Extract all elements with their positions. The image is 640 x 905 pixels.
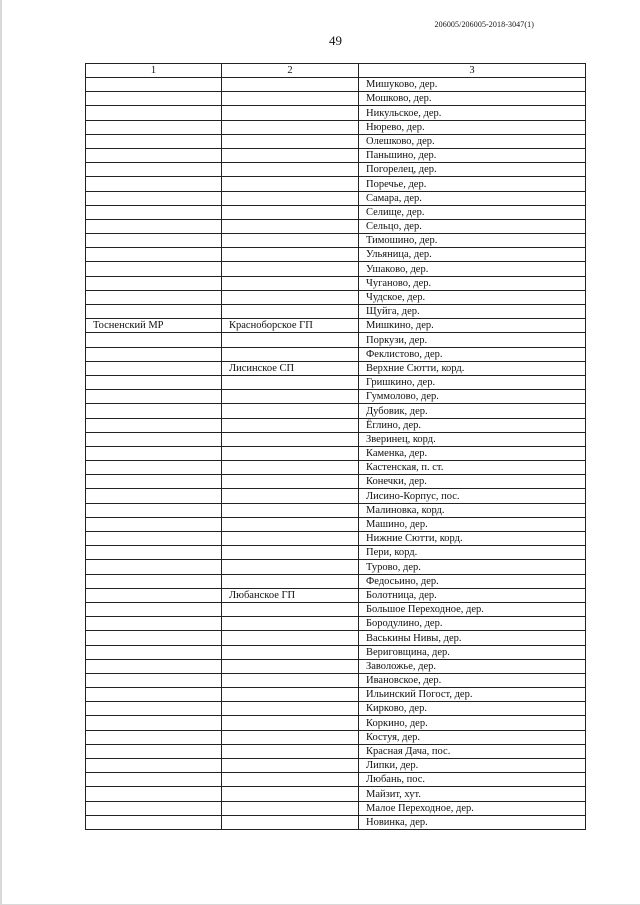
district-cell xyxy=(86,645,222,659)
locality-cell: Вериговщина, дер. xyxy=(359,645,586,659)
table-row xyxy=(86,148,586,162)
settlement-cell xyxy=(222,163,359,177)
table-body xyxy=(86,78,586,830)
table-row xyxy=(86,248,586,262)
settlement-cell xyxy=(222,801,359,815)
district-cell xyxy=(86,759,222,773)
locality-cell: Дубовик, дер. xyxy=(359,404,586,418)
locality-cell: Костуя, дер. xyxy=(359,730,586,744)
settlement-cell xyxy=(222,461,359,475)
table-row xyxy=(86,404,586,418)
locality-cell: Большое Переходное, дер. xyxy=(359,602,586,616)
settlement-cell xyxy=(222,92,359,106)
district-cell xyxy=(86,461,222,475)
locality-cell: Васькины Нивы, дер. xyxy=(359,631,586,645)
settlement-cell xyxy=(222,106,359,120)
table-row xyxy=(86,361,586,375)
settlements-table xyxy=(85,63,586,830)
table-row xyxy=(86,702,586,716)
district-cell xyxy=(86,390,222,404)
settlement-cell xyxy=(222,418,359,432)
settlement-cell: Лисинское СП xyxy=(222,361,359,375)
table-row xyxy=(86,319,586,333)
table-row xyxy=(86,546,586,560)
district-cell xyxy=(86,432,222,446)
locality-cell: Турово, дер. xyxy=(359,560,586,574)
settlement-cell xyxy=(222,517,359,531)
table-row xyxy=(86,92,586,106)
district-cell xyxy=(86,801,222,815)
settlement-cell xyxy=(222,262,359,276)
district-cell xyxy=(86,546,222,560)
table-row xyxy=(86,276,586,290)
locality-cell: Мошково, дер. xyxy=(359,92,586,106)
district-cell xyxy=(86,617,222,631)
district-cell xyxy=(86,375,222,389)
locality-cell: Лисино-Корпус, пос. xyxy=(359,489,586,503)
table-row xyxy=(86,106,586,120)
settlement-cell xyxy=(222,688,359,702)
locality-cell: Самара, дер. xyxy=(359,191,586,205)
table-row xyxy=(86,333,586,347)
settlement-cell: Красноборское ГП xyxy=(222,319,359,333)
settlement-cell xyxy=(222,234,359,248)
locality-cell: Майзит, хут. xyxy=(359,787,586,801)
settlement-cell xyxy=(222,602,359,616)
settlement-cell xyxy=(222,730,359,744)
district-cell xyxy=(86,815,222,829)
district-cell xyxy=(86,475,222,489)
locality-cell: Коркино, дер. xyxy=(359,716,586,730)
table-row xyxy=(86,815,586,829)
locality-cell: Щуйга, дер. xyxy=(359,305,586,319)
table-row xyxy=(86,375,586,389)
district-cell xyxy=(86,446,222,460)
locality-cell: Поречье, дер. xyxy=(359,177,586,191)
district-cell xyxy=(86,730,222,744)
locality-cell: Гуммолово, дер. xyxy=(359,390,586,404)
locality-cell: Красная Дача, пос. xyxy=(359,744,586,758)
settlement-cell xyxy=(222,205,359,219)
locality-cell: Мишуково, дер. xyxy=(359,78,586,92)
locality-cell: Никульское, дер. xyxy=(359,106,586,120)
column-header-1: 1 xyxy=(86,64,222,78)
settlement-cell xyxy=(222,503,359,517)
locality-cell: Бородулино, дер. xyxy=(359,617,586,631)
district-cell xyxy=(86,574,222,588)
settlement-cell xyxy=(222,546,359,560)
settlement-cell xyxy=(222,560,359,574)
district-cell xyxy=(86,560,222,574)
table-row xyxy=(86,461,586,475)
settlement-cell xyxy=(222,532,359,546)
table-row xyxy=(86,475,586,489)
district-cell xyxy=(86,503,222,517)
settlement-cell xyxy=(222,347,359,361)
district-cell xyxy=(86,744,222,758)
table-row xyxy=(86,177,586,191)
settlement-cell xyxy=(222,645,359,659)
table-row xyxy=(86,134,586,148)
column-header-3: 3 xyxy=(359,64,586,78)
district-cell xyxy=(86,602,222,616)
district-cell xyxy=(86,276,222,290)
district-cell xyxy=(86,361,222,375)
table-row xyxy=(86,787,586,801)
locality-cell: Поркузи, дер. xyxy=(359,333,586,347)
table-row xyxy=(86,801,586,815)
table-row xyxy=(86,744,586,758)
district-cell xyxy=(86,418,222,432)
locality-cell: Гришкино, дер. xyxy=(359,375,586,389)
district-cell xyxy=(86,702,222,716)
locality-cell: Новинка, дер. xyxy=(359,815,586,829)
table-row xyxy=(86,631,586,645)
district-cell xyxy=(86,234,222,248)
table-row xyxy=(86,659,586,673)
settlement-cell xyxy=(222,673,359,687)
table-header-row xyxy=(86,64,586,78)
district-cell xyxy=(86,262,222,276)
table-row xyxy=(86,390,586,404)
district-cell xyxy=(86,631,222,645)
locality-cell: Малиновка, корд. xyxy=(359,503,586,517)
settlement-cell xyxy=(222,702,359,716)
locality-cell: Нюрево, дер. xyxy=(359,120,586,134)
district-cell xyxy=(86,92,222,106)
settlement-cell xyxy=(222,489,359,503)
table-row xyxy=(86,305,586,319)
district-cell xyxy=(86,120,222,134)
settlement-cell xyxy=(222,177,359,191)
district-cell xyxy=(86,489,222,503)
settlement-cell xyxy=(222,787,359,801)
locality-cell: Чудское, дер. xyxy=(359,290,586,304)
table-row xyxy=(86,688,586,702)
locality-cell: Машино, дер. xyxy=(359,517,586,531)
locality-cell: Кастенская, п. ст. xyxy=(359,461,586,475)
locality-cell: Селище, дер. xyxy=(359,205,586,219)
district-cell xyxy=(86,673,222,687)
column-header-2: 2 xyxy=(222,64,359,78)
district-cell: Тосненский МР xyxy=(86,319,222,333)
settlement-cell xyxy=(222,219,359,233)
district-cell xyxy=(86,517,222,531)
district-cell xyxy=(86,205,222,219)
settlement-cell xyxy=(222,659,359,673)
locality-cell: Федосьино, дер. xyxy=(359,574,586,588)
document-id: 206005/206005-2018-3047(1) xyxy=(434,20,534,29)
locality-cell: Каменка, дер. xyxy=(359,446,586,460)
locality-cell: Тимошино, дер. xyxy=(359,234,586,248)
locality-cell: Верхние Сютти, корд. xyxy=(359,361,586,375)
locality-cell: Погорелец, дер. xyxy=(359,163,586,177)
locality-cell: Липки, дер. xyxy=(359,759,586,773)
locality-cell: Чуганово, дер. xyxy=(359,276,586,290)
locality-cell: Зверинец, корд. xyxy=(359,432,586,446)
locality-cell: Конечки, дер. xyxy=(359,475,586,489)
locality-cell: Ульяница, дер. xyxy=(359,248,586,262)
page-number: 49 xyxy=(329,33,342,48)
settlement-cell xyxy=(222,404,359,418)
settlement-cell xyxy=(222,475,359,489)
district-cell xyxy=(86,134,222,148)
table-row xyxy=(86,205,586,219)
table-row xyxy=(86,219,586,233)
district-cell xyxy=(86,78,222,92)
settlement-cell: Любанское ГП xyxy=(222,588,359,602)
locality-cell: Мишкино, дер. xyxy=(359,319,586,333)
settlement-cell xyxy=(222,333,359,347)
settlement-cell xyxy=(222,617,359,631)
settlement-cell xyxy=(222,574,359,588)
table-row xyxy=(86,574,586,588)
table-row xyxy=(86,532,586,546)
table-row xyxy=(86,290,586,304)
table-row xyxy=(86,347,586,361)
settlement-cell xyxy=(222,773,359,787)
locality-cell: Сельцо, дер. xyxy=(359,219,586,233)
district-cell xyxy=(86,773,222,787)
settlement-cell xyxy=(222,759,359,773)
locality-cell: Пери, корд. xyxy=(359,546,586,560)
locality-cell: Любань, пос. xyxy=(359,773,586,787)
district-cell xyxy=(86,148,222,162)
locality-cell: Ушаково, дер. xyxy=(359,262,586,276)
table-row xyxy=(86,432,586,446)
table-row xyxy=(86,730,586,744)
settlement-cell xyxy=(222,446,359,460)
table-row xyxy=(86,78,586,92)
table-row xyxy=(86,503,586,517)
settlement-cell xyxy=(222,390,359,404)
district-cell xyxy=(86,163,222,177)
district-cell xyxy=(86,404,222,418)
locality-cell: Ёглино, дер. xyxy=(359,418,586,432)
table-row xyxy=(86,617,586,631)
settlement-cell xyxy=(222,375,359,389)
settlement-cell xyxy=(222,815,359,829)
locality-cell: Нижние Сютти, корд. xyxy=(359,532,586,546)
table-row xyxy=(86,602,586,616)
district-cell xyxy=(86,588,222,602)
settlement-cell xyxy=(222,432,359,446)
table-row xyxy=(86,560,586,574)
district-cell xyxy=(86,347,222,361)
district-cell xyxy=(86,290,222,304)
district-cell xyxy=(86,532,222,546)
locality-cell: Олешково, дер. xyxy=(359,134,586,148)
settlement-cell xyxy=(222,191,359,205)
table-row xyxy=(86,163,586,177)
district-cell xyxy=(86,333,222,347)
table-row xyxy=(86,489,586,503)
locality-cell: Ивановское, дер. xyxy=(359,673,586,687)
settlement-cell xyxy=(222,631,359,645)
settlement-cell xyxy=(222,744,359,758)
table-row xyxy=(86,645,586,659)
settlement-cell xyxy=(222,276,359,290)
locality-cell: Паньшино, дер. xyxy=(359,148,586,162)
table-row xyxy=(86,234,586,248)
settlement-cell xyxy=(222,134,359,148)
table-row xyxy=(86,446,586,460)
settlement-cell xyxy=(222,120,359,134)
table-row xyxy=(86,673,586,687)
locality-cell: Малое Переходное, дер. xyxy=(359,801,586,815)
district-cell xyxy=(86,177,222,191)
table-row xyxy=(86,191,586,205)
page-edge-mark xyxy=(0,0,2,905)
district-cell xyxy=(86,787,222,801)
table-row xyxy=(86,773,586,787)
district-cell xyxy=(86,659,222,673)
locality-cell: Ильинский Погост, дер. xyxy=(359,688,586,702)
district-cell xyxy=(86,248,222,262)
settlement-cell xyxy=(222,78,359,92)
district-cell xyxy=(86,219,222,233)
locality-cell: Болотница, дер. xyxy=(359,588,586,602)
settlement-cell xyxy=(222,716,359,730)
table-row xyxy=(86,716,586,730)
table-row xyxy=(86,759,586,773)
settlement-cell xyxy=(222,305,359,319)
settlements-table-container xyxy=(85,63,585,830)
settlement-cell xyxy=(222,248,359,262)
table-row xyxy=(86,588,586,602)
settlement-cell xyxy=(222,290,359,304)
settlement-cell xyxy=(222,148,359,162)
district-cell xyxy=(86,688,222,702)
locality-cell: Заволожье, дер. xyxy=(359,659,586,673)
district-cell xyxy=(86,191,222,205)
locality-cell: Кирково, дер. xyxy=(359,702,586,716)
table-row xyxy=(86,517,586,531)
table-row xyxy=(86,418,586,432)
district-cell xyxy=(86,716,222,730)
district-cell xyxy=(86,305,222,319)
locality-cell: Феклистово, дер. xyxy=(359,347,586,361)
table-row xyxy=(86,120,586,134)
district-cell xyxy=(86,106,222,120)
table-row xyxy=(86,262,586,276)
